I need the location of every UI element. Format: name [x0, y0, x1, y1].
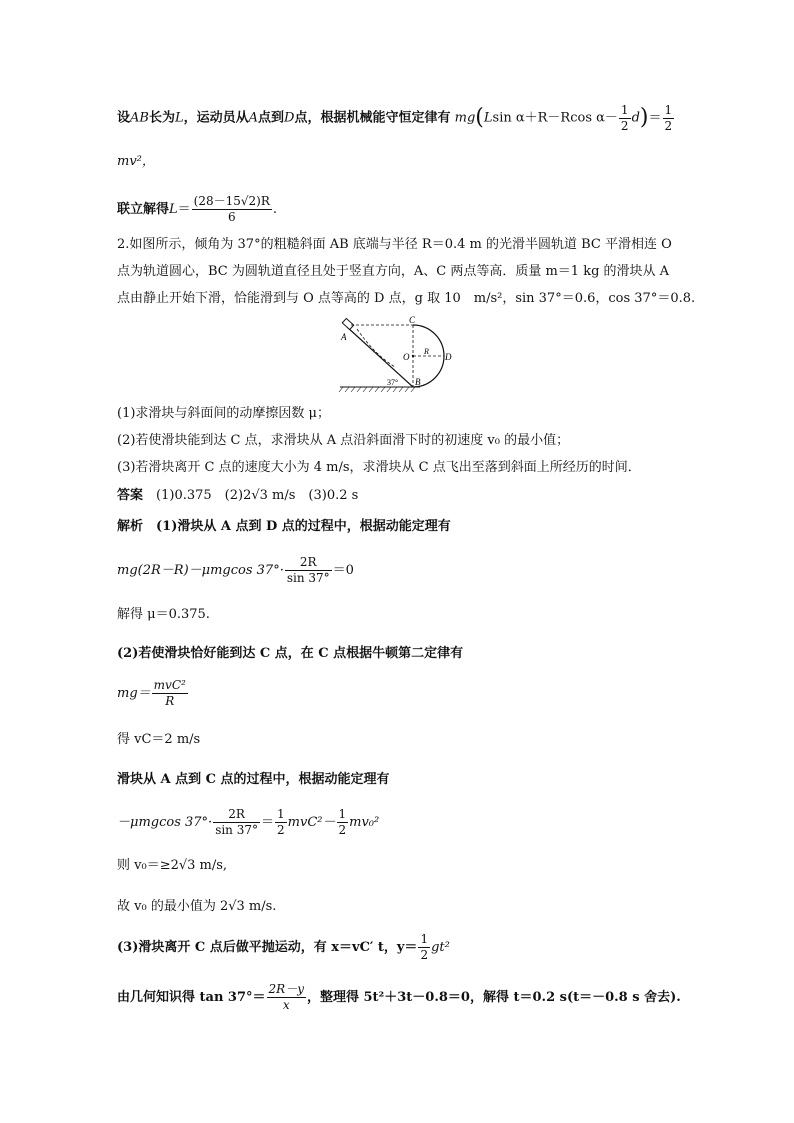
incline-semicircle-figure [335, 315, 465, 395]
label-O: O [403, 352, 410, 362]
analysis-step-5: 滑块从 A 点到 C 点的过程中，根据动能定理有 [117, 772, 390, 787]
question-3: (3)若滑块离开 C 点的速度大小为 4 m/s，求滑块从 C 点飞出至落到斜面上所经历的时间． [117, 460, 641, 475]
fraction-half-2: $\frac{1}{2}$ [338, 807, 347, 837]
fraction-2R-sin37: $\frac{2R}{\sin 37^\circ}$ [286, 555, 330, 585]
label-D: D [445, 352, 452, 362]
analysis-step-6: 则 v₀＝≥2√3 m/s, [117, 858, 228, 873]
answer-text: (1)0.375 (2)2√3 m/s (3)0.2 s [156, 488, 359, 503]
fraction-mvc2-R: $\frac{\text{mvC²}}{R}$ [153, 678, 186, 708]
label-angle: 37° [387, 378, 399, 387]
label-R: R [424, 347, 429, 356]
fraction-half: $\frac{1}{2}$ [620, 102, 629, 133]
analysis-eq-3: －μmgcos 37°· $\frac{2R}{\sin 37^\circ}$ ＝ $\frac{1}{2}$ mvC²－ $\frac{1}{2}$ mv₀² [117, 807, 380, 837]
prev-line-3: 联立解得L＝ $\frac{(28-15√2)R}{6}$ . [117, 194, 278, 224]
fraction-2R-sin37-b: $\frac{2R}{\sin 37^\circ}$ [215, 807, 258, 837]
analysis-step-3: (2)若使滑块恰好能到达 C 点，在 C 点根据牛顿第二定律有 [117, 646, 464, 661]
problem-stem-1: 2.如图所示，倾角为 37°的粗糙斜面 AB 底端与半径 R＝0.4 m 的光滑半圆轨道 BC 平滑相连 O [117, 237, 672, 252]
fraction-half-1: $\frac{1}{2}$ [277, 807, 285, 837]
question-2: (2)若使滑块能到达 C 点，求滑块从 A 点沿斜面滑下时的初速度 v₀ 的最小值； [117, 433, 570, 448]
problem-stem-3: 点由静止开始下滑，恰能滑到与 O 点等高的 D 点，g 取 10 m/s²，sin 37°＝0.6，cos 37°＝0.8. [117, 291, 696, 306]
answer-line [117, 487, 358, 505]
question-1: (1)求滑块与斜面间的动摩擦因数 μ； [117, 406, 330, 421]
label-B: B [415, 377, 421, 387]
label-A: A [341, 332, 347, 342]
fraction-half-3: $\frac{1}{2}$ [420, 932, 429, 962]
analysis-step-4: 得 vC＝2 m/s [117, 732, 201, 747]
analysis-step-8: (3)滑块离开 C 点后做平抛运动，有 x＝vC′ t，y＝ $\frac{1}{2}$ gt² [117, 932, 450, 962]
problem-stem-2: 点为轨道圆心，BC 为圆轨道直径且处于竖直方向，A、C 两点等高．质量 m＝1 kg 的滑块从 A [117, 264, 670, 279]
analysis-step-2: 解得 μ＝0.375. [117, 607, 210, 622]
analysis-step-9: 由几何知识得 tan 37°＝ $\frac{2R-y}{x}$ ，整理得 5t²＋3t－0.8＝0，解得 t＝0.2 s(t＝－0.8 s 舍去). [117, 982, 681, 1012]
analysis-step-7: 故 v₀ 的最小值为 2√3 m/s. [117, 899, 277, 914]
fraction-L: $\frac{(28-15√2)R}{6}$ [193, 194, 270, 224]
prev-line-1: 设AB长为L，运动员从A点到D点，根据机械能守恒定律有 mg(Lsin α＋R－Rcos α－ $\frac{1}{2}$ d)＝ $\frac{1}{2}$ [117, 102, 673, 133]
fraction-half-right: $\frac{1}{2}$ [664, 102, 673, 133]
fraction-2R-y-x: $\frac{2R-y}{x}$ [268, 982, 304, 1012]
answer-label: 答案 [117, 488, 144, 503]
analysis-step-1: 解析 (1)滑块从 A 点到 D 点的过程中，根据动能定理有 [117, 519, 451, 534]
analysis-eq-2: mg＝ $\frac{\text{mvC²}}{R}$ [117, 678, 186, 708]
prev-line-2: mv²， [117, 154, 155, 169]
analysis-eq-1: mg(2R－R)－μmgcos 37°· $\frac{2R}{\sin 37^\circ}$ ＝0 [117, 555, 354, 585]
label-C: C [409, 315, 416, 325]
